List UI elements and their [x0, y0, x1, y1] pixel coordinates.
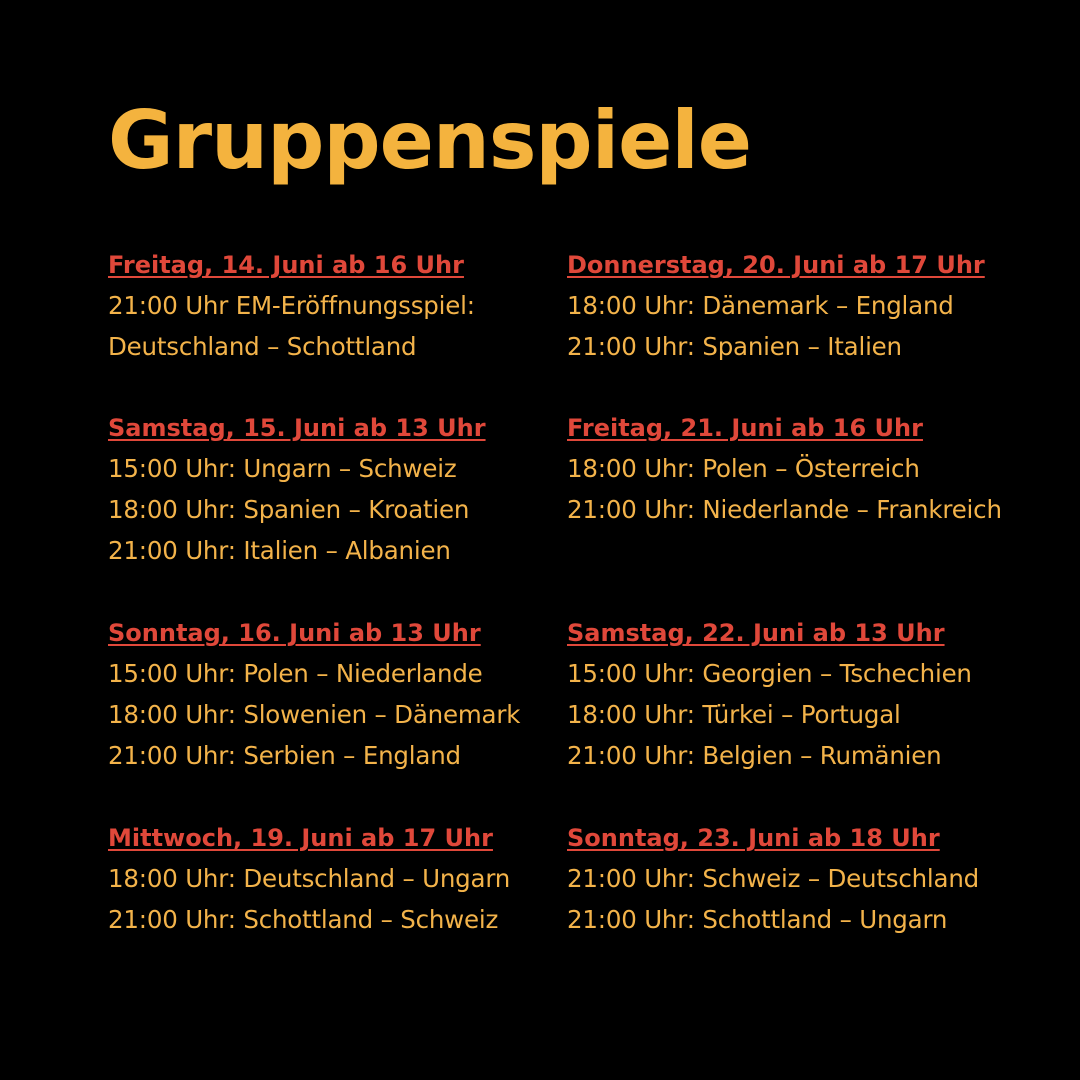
page-title: Gruppenspiele [108, 94, 752, 187]
day-block-sun-23 [567, 818, 979, 940]
day-heading: Mittwoch, 19. Juni ab 17 Uhr [108, 824, 493, 852]
match-line: Deutschland – Schottland [108, 332, 417, 361]
day-heading: Samstag, 15. Juni ab 13 Uhr [108, 414, 486, 442]
day-heading: Samstag, 22. Juni ab 13 Uhr [567, 619, 945, 647]
day-heading: Donnerstag, 20. Juni ab 17 Uhr [567, 251, 985, 279]
day-block-sat-22 [567, 613, 972, 776]
match-line: 21:00 Uhr: Italien – Albanien [108, 536, 451, 565]
day-block-sun-16 [108, 613, 520, 776]
day-heading: Sonntag, 16. Juni ab 13 Uhr [108, 619, 481, 647]
match-line: 21:00 Uhr: Serbien – England [108, 741, 461, 770]
match-line: 15:00 Uhr: Georgien – Tschechien [567, 659, 972, 688]
match-line: 18:00 Uhr: Spanien – Kroatien [108, 495, 470, 524]
match-line: 18:00 Uhr: Deutschland – Ungarn [108, 864, 511, 893]
match-line: 18:00 Uhr: Türkei – Portugal [567, 700, 901, 729]
match-line: 21:00 Uhr EM-Eröffnungsspiel: [108, 291, 475, 320]
match-line: 21:00 Uhr: Belgien – Rumänien [567, 741, 942, 770]
match-line: 21:00 Uhr: Niederlande – Frankreich [567, 495, 1002, 524]
match-line: 15:00 Uhr: Polen – Niederlande [108, 659, 483, 688]
day-block-sat-15 [108, 408, 486, 571]
match-line: 18:00 Uhr: Slowenien – Dänemark [108, 700, 521, 729]
day-block-fri-14 [108, 245, 475, 367]
match-line: 18:00 Uhr: Dänemark – England [567, 291, 954, 320]
day-heading: Freitag, 21. Juni ab 16 Uhr [567, 414, 923, 442]
match-line: 21:00 Uhr: Schottland – Ungarn [567, 905, 948, 934]
match-line: 21:00 Uhr: Spanien – Italien [567, 332, 902, 361]
day-block-wed-19 [108, 818, 510, 940]
match-line: 15:00 Uhr: Ungarn – Schweiz [108, 454, 457, 483]
day-block-thu-20 [567, 245, 985, 367]
day-heading: Sonntag, 23. Juni ab 18 Uhr [567, 824, 940, 852]
match-line: 21:00 Uhr: Schottland – Schweiz [108, 905, 499, 934]
day-block-fri-21 [567, 408, 1002, 530]
day-heading: Freitag, 14. Juni ab 16 Uhr [108, 251, 464, 279]
match-line: 18:00 Uhr: Polen – Österreich [567, 454, 920, 483]
match-line: 21:00 Uhr: Schweiz – Deutschland [567, 864, 980, 893]
